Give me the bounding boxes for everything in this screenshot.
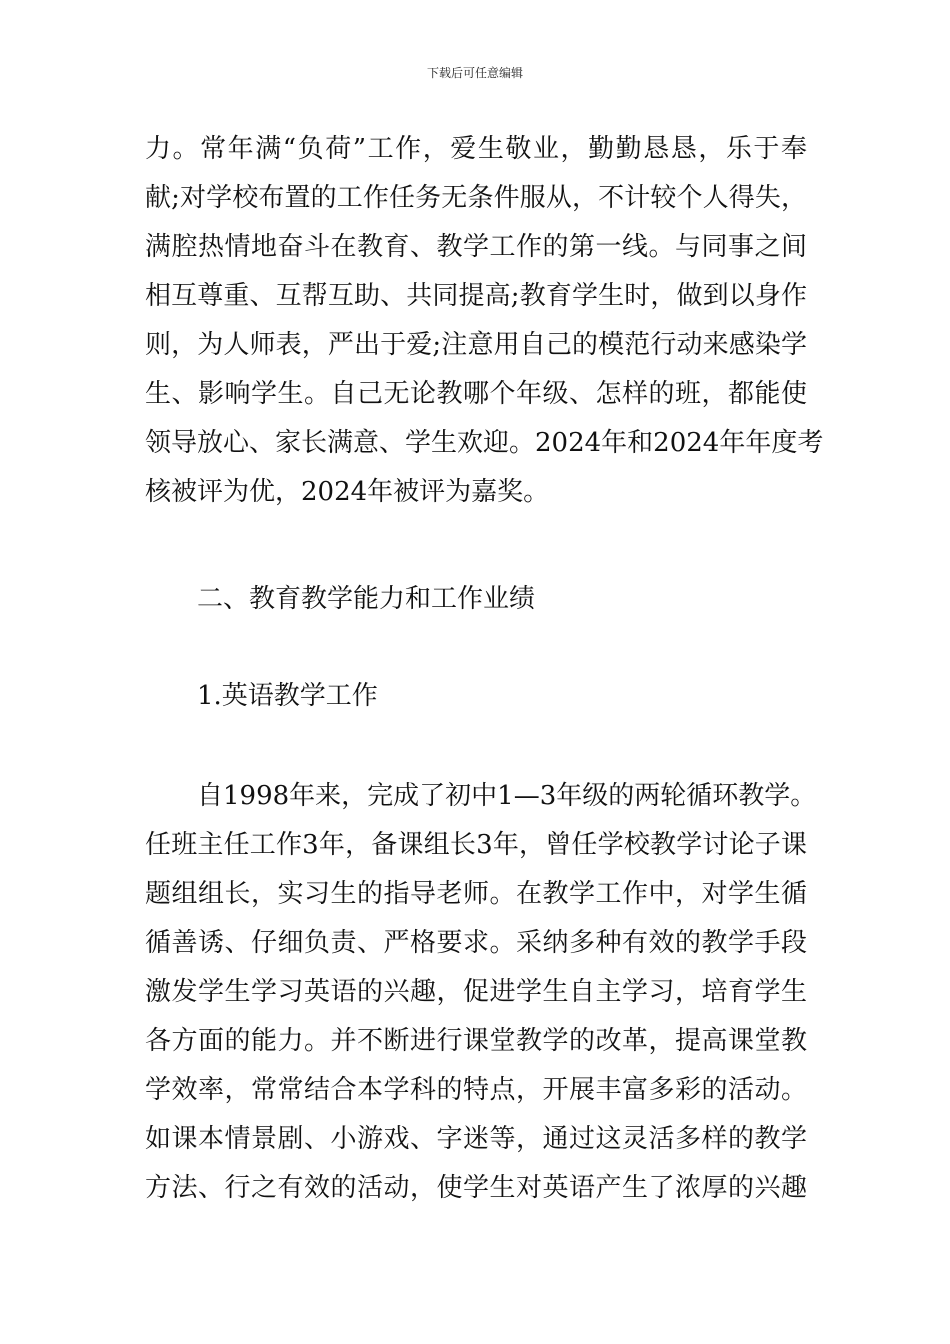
paragraph-line: 相互尊重、互帮互助、共同提高;教育学生时，做到以身作 xyxy=(145,281,807,311)
subsection-heading: 1.英语教学工作 xyxy=(197,681,378,711)
paragraph-line: 献;对学校布置的工作任务无条件服从，不计较个人得失， xyxy=(145,183,807,213)
paragraph-line: 核被评为优，2024年被评为嘉奖。 xyxy=(145,477,550,507)
paragraph-line: 力。常年满“负荷”工作，爱生敬业，勤勤恳恳，乐于奉 xyxy=(145,134,807,164)
paragraph-line: 如课本情景剧、小游戏、字迷等，通过这灵活多样的教学 xyxy=(145,1124,807,1154)
page-header: 下载后可任意编辑 xyxy=(426,66,523,80)
paragraph-work-attitude xyxy=(145,125,824,517)
paragraph-english-teaching xyxy=(145,772,817,1213)
paragraph-line: 领导放心、家长满意、学生欢迎。2024年和2024年年度考 xyxy=(145,428,824,458)
paragraph-line: 各方面的能力。并不断进行课堂教学的改革，提高课堂教 xyxy=(145,1026,807,1056)
paragraph-line: 激发学生学习英语的兴趣，促进学生自主学习，培育学生 xyxy=(145,977,807,1007)
paragraph-line: 则，为人师表，严出于爱;注意用自己的模范行动来感染学 xyxy=(145,330,807,360)
section-heading: 二、教育教学能力和工作业绩 xyxy=(197,584,536,614)
paragraph-line: 自1998年来，完成了初中1—3年级的两轮循环教学。 xyxy=(145,781,817,811)
paragraph-line: 方法、行之有效的活动，使学生对英语产生了浓厚的兴趣 xyxy=(145,1173,807,1203)
paragraph-line: 满腔热情地奋斗在教育、教学工作的第一线。与同事之间 xyxy=(145,232,807,262)
paragraph-line: 任班主任工作3年，备课组长3年，曾任学校教学讨论子课 xyxy=(145,830,807,860)
paragraph-line: 学效率，常常结合本学科的特点，开展丰富多彩的活动。 xyxy=(145,1075,807,1105)
paragraph-line: 循善诱、仔细负责、严格要求。采纳多种有效的教学手段 xyxy=(145,928,807,958)
paragraph-line: 题组组长，实习生的指导老师。在教学工作中，对学生循 xyxy=(145,879,807,909)
paragraph-line: 生、影响学生。自己无论教哪个年级、怎样的班，都能使 xyxy=(145,379,807,409)
